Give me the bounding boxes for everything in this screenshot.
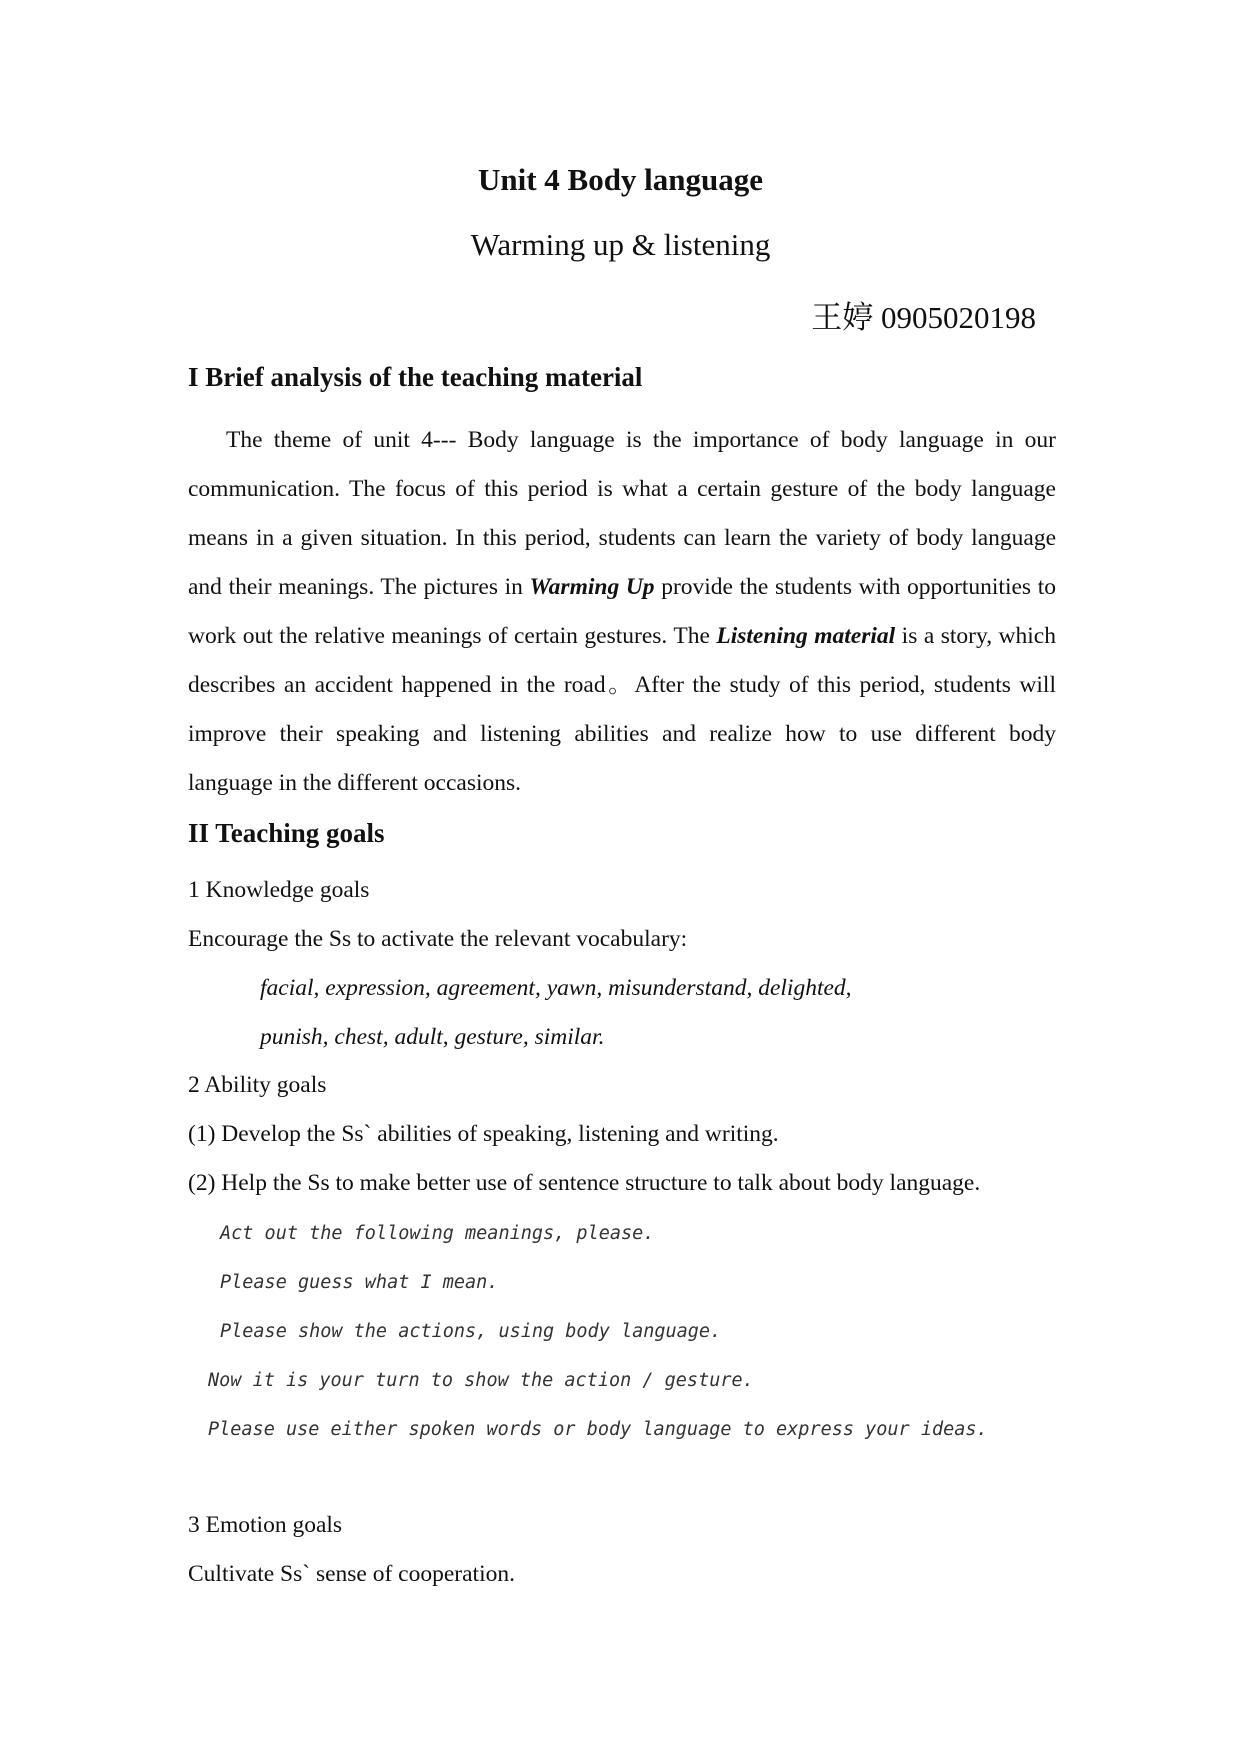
- knowledge-goals-title: 1 Knowledge goals: [188, 877, 370, 903]
- phrase-line: Please guess what I mean.: [220, 1272, 499, 1293]
- analysis-text-2: provide the students with opportunities to work out the relative meanings of certain gestures. The: [188, 574, 1056, 649]
- page-title: Unit 4 Body language: [477, 162, 764, 197]
- emotion-goals-text: Cultivate Ss` sense of cooperation.: [188, 1561, 515, 1587]
- author-line: 王婷 0905020198: [811, 300, 1036, 335]
- analysis-text-1: The theme of unit 4--- Body language is the importance of body language in our communication. The focus of this period is what a certain gesture of the body language means in a given situation. In this period, students can learn the variety of body language and their meanings. The pictures in: [188, 427, 1056, 600]
- section-heading-analysis: I Brief analysis of the teaching material: [188, 362, 643, 392]
- warming-up-emphasis: Warming Up: [529, 574, 655, 600]
- ability-goal-1: (1) Develop the Ss` abilities of speaking, listening and writing.: [188, 1121, 779, 1147]
- listening-material-emphasis: Listening material: [716, 623, 896, 649]
- phrase-line: Now it is your turn to show the action / gesture.: [208, 1370, 754, 1391]
- ability-goals-title: 2 Ability goals: [188, 1072, 327, 1098]
- phrase-line: Please use either spoken words or body language to express your ideas.: [208, 1419, 988, 1440]
- analysis-paragraph: [188, 416, 1056, 808]
- ability-goal-2: (2) Help the Ss to make better use of sentence structure to talk about body language.: [188, 1170, 981, 1196]
- section-heading-goals: II Teaching goals: [188, 818, 385, 848]
- phrase-line: Act out the following meanings, please.: [220, 1223, 655, 1244]
- emotion-goals-title: 3 Emotion goals: [188, 1512, 343, 1538]
- page-subtitle: Warming up & listening: [470, 227, 771, 262]
- knowledge-goals-text: Encourage the Ss to activate the relevant vocabulary:: [188, 926, 688, 952]
- analysis-text-3: is a story, which describes an accident happened in the road。After the study of this period, students will improve their speaking and listening abilities and realize how to use different body language in the different occasions.: [188, 623, 1056, 796]
- phrase-line: Please show the actions, using body language.: [220, 1321, 722, 1342]
- vocabulary-line-1: facial, expression, agreement, yawn, misunderstand, delighted,: [260, 975, 852, 1001]
- vocabulary-line-2: punish, chest, adult, gesture, similar.: [260, 1024, 605, 1050]
